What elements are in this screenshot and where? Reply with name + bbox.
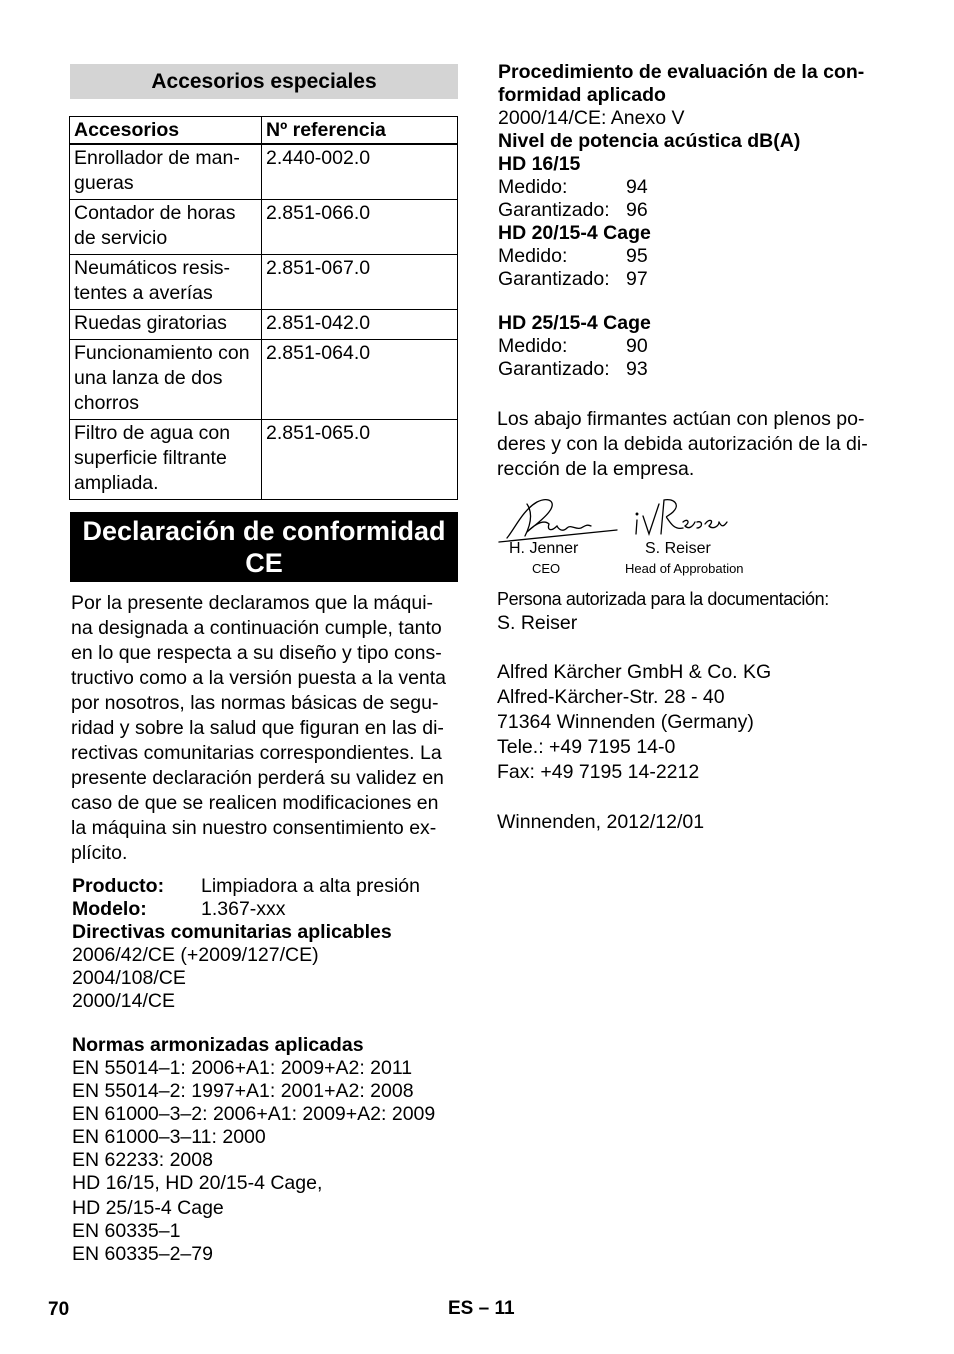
declaration-body: [71, 591, 471, 866]
declaration-heading-line1: Declaración de conformidad: [82, 516, 446, 546]
guaranteed-label: Garantizado:: [498, 199, 610, 221]
accessory-name: [70, 255, 262, 310]
table-row: [70, 310, 458, 340]
accessory-name-line: Contador de horas: [74, 202, 236, 224]
norm-item: EN 55014–2: 1997+A1: 2001+A2: 2008: [72, 1080, 414, 1102]
signer-role-jenner: CEO: [532, 561, 561, 576]
accessory-name-line: Neumáticos resis-: [74, 257, 231, 279]
measured-label: Medido:: [498, 176, 568, 198]
accessories-table: [69, 116, 458, 500]
signatures-graphic: [497, 488, 757, 548]
company-address: [497, 660, 917, 785]
signer-name-reiser: S. Reiser: [645, 540, 711, 557]
guaranteed-row: [498, 199, 898, 222]
accessory-name: [70, 200, 262, 255]
measured-row: [498, 176, 898, 199]
product-row: [72, 875, 472, 898]
body-line: Por la presente declaramos que la máqui-: [71, 592, 434, 614]
authorized-person-label: Persona autorizada para la documentación:: [497, 589, 829, 609]
procedure-title-line2: formidad aplicado: [498, 84, 666, 106]
table-header-reference: Nº referencia: [262, 117, 458, 145]
guaranteed-row: [498, 358, 898, 381]
table-header-accessories: Accesorios: [70, 117, 262, 145]
table-row: [70, 200, 458, 255]
company-line: Fax: +49 7195 14-2212: [497, 761, 700, 783]
directive-item: 2000/14/CE: [72, 990, 175, 1012]
model-label: Modelo:: [72, 898, 147, 920]
accessory-name: [70, 340, 262, 420]
accessory-name: [70, 420, 262, 500]
norm-item: HD 25/15-4 Cage: [72, 1197, 224, 1219]
signatories-text: [497, 407, 897, 482]
body-line: na designada a continuación cumple, tanto: [71, 617, 442, 639]
accessory-name: Ruedas giratorias: [70, 310, 262, 340]
measured-label: Medido:: [498, 335, 568, 357]
signatories-line: deres y con la debida autorización de la di-: [497, 433, 868, 455]
model-name: HD 20/15-4 Cage: [498, 222, 651, 244]
accessory-name-line: chorros: [74, 392, 140, 414]
table-header-row: [70, 117, 458, 145]
procedure-title-line1: Procedimiento de evaluación de la con-: [498, 61, 865, 83]
norms-block: [72, 1034, 472, 1266]
accessory-reference: 2.851-064.0: [262, 340, 458, 420]
guaranteed-row: [498, 268, 898, 291]
accessory-name-line: Funcionamiento con: [74, 342, 250, 364]
conformity-block: [498, 61, 898, 381]
directives-title: Directivas comunitarias aplicables: [72, 921, 392, 943]
measured-value: 95: [626, 245, 648, 267]
page-number: 70: [48, 1299, 70, 1320]
directive-item: 2006/42/CE (+2009/127/CE): [72, 944, 319, 966]
accessory-name-line: superficie filtrante: [74, 447, 227, 469]
spacer: [498, 291, 898, 312]
accessories-section-title: Accesorios especiales: [70, 64, 458, 99]
sound-level-title: Nivel de potencia acústica dB(A): [498, 130, 801, 152]
accessory-name-line: Enrollador de man-: [74, 147, 240, 169]
norms-title: Normas armonizadas aplicadas: [72, 1034, 364, 1056]
model-row: [72, 898, 472, 921]
company-line: Alfred-Kärcher-Str. 28 - 40: [497, 686, 725, 708]
norm-item: EN 55014–1: 2006+A1: 2009+A2: 2011: [72, 1057, 413, 1079]
signer-name-jenner: H. Jenner: [509, 540, 579, 557]
directive-item: 2004/108/CE: [72, 967, 186, 989]
declaration-heading-line2: CE: [245, 548, 283, 578]
body-line: por nosotros, las normas básicas de segu-: [71, 692, 439, 714]
accessory-name-line: una lanza de dos: [74, 367, 223, 389]
accessory-reference: 2.851-042.0: [262, 310, 458, 340]
company-line: Tele.: +49 7195 14-0: [497, 736, 676, 758]
norm-item: HD 16/15, HD 20/15-4 Cage,: [72, 1172, 323, 1194]
accessory-name-line: Filtro de agua con: [74, 422, 231, 444]
body-line: rectivas comunitarias correspondientes. La: [71, 742, 442, 764]
table-row: [70, 144, 458, 200]
measured-value: 90: [626, 335, 648, 357]
body-line: tructivo como a la versión puesta a la venta: [71, 667, 447, 689]
accessory-reference: 2.851-065.0: [262, 420, 458, 500]
measured-row: [498, 335, 898, 358]
measured-value: 94: [626, 176, 648, 198]
body-line: plícito.: [71, 842, 128, 864]
product-info: [72, 875, 472, 1013]
accessory-reference: 2.851-066.0: [262, 200, 458, 255]
declaration-heading: [70, 512, 458, 582]
accessory-name: [70, 144, 262, 200]
accessory-name-line: tentes a averías: [74, 282, 213, 304]
guaranteed-label: Garantizado:: [498, 358, 610, 380]
company-line: Alfred Kärcher GmbH & Co. KG: [497, 661, 772, 683]
signer-role-reiser: Head of Approbation: [625, 561, 744, 576]
body-line: la máquina sin nuestro consentimiento ex-: [71, 817, 437, 839]
norm-item: EN 60335–1: [72, 1220, 181, 1242]
table-row: [70, 420, 458, 500]
company-line: 71364 Winnenden (Germany): [497, 711, 754, 733]
body-line: caso de que se realicen modificaciones en: [71, 792, 439, 814]
norm-item: EN 60335–2–79: [72, 1243, 213, 1265]
guaranteed-label: Garantizado:: [498, 268, 610, 290]
signatories-line: Los abajo firmantes actúan con plenos po-: [497, 408, 865, 430]
body-line: en lo que respecta a su diseño y tipo cons-: [71, 642, 442, 664]
measured-label: Medido:: [498, 245, 568, 267]
signature-reiser: [636, 500, 727, 534]
accessory-reference: 2.851-067.0: [262, 255, 458, 310]
authorized-person-name: S. Reiser: [497, 612, 578, 634]
accessory-name-line: ampliada.: [74, 472, 159, 494]
procedure-value: 2000/14/CE: Anexo V: [498, 107, 685, 129]
norm-item: EN 62233: 2008: [72, 1149, 213, 1171]
body-line: presente declaración perderá su validez en: [71, 767, 444, 789]
norm-item: EN 61000–3–2: 2006+A1: 2009+A2: 2009: [72, 1103, 436, 1125]
table-row: [70, 340, 458, 420]
table-row: [70, 255, 458, 310]
body-line: ridad y sobre la salud que figuran en las di-: [71, 717, 444, 739]
measured-row: [498, 245, 898, 268]
model-name: HD 25/15-4 Cage: [498, 312, 651, 334]
signature-jenner: [499, 500, 617, 542]
accessory-name-line: de servicio: [74, 227, 168, 249]
signatories-line: rección de la empresa.: [497, 458, 695, 480]
guaranteed-value: 96: [626, 199, 648, 221]
product-value: Limpiadora a alta presión: [201, 875, 420, 897]
accessory-name-line: gueras: [74, 172, 134, 194]
guaranteed-value: 97: [626, 268, 648, 290]
guaranteed-value: 93: [626, 358, 648, 380]
accessory-reference: 2.440-002.0: [262, 144, 458, 200]
model-name: HD 16/15: [498, 153, 581, 175]
product-label: Producto:: [72, 875, 165, 897]
language-page-label: ES – 11: [448, 1298, 515, 1319]
model-value: 1.367-xxx: [201, 898, 286, 920]
place-date: Winnenden, 2012/12/01: [497, 811, 705, 833]
norm-item: EN 61000–3–11: 2000: [72, 1126, 266, 1148]
